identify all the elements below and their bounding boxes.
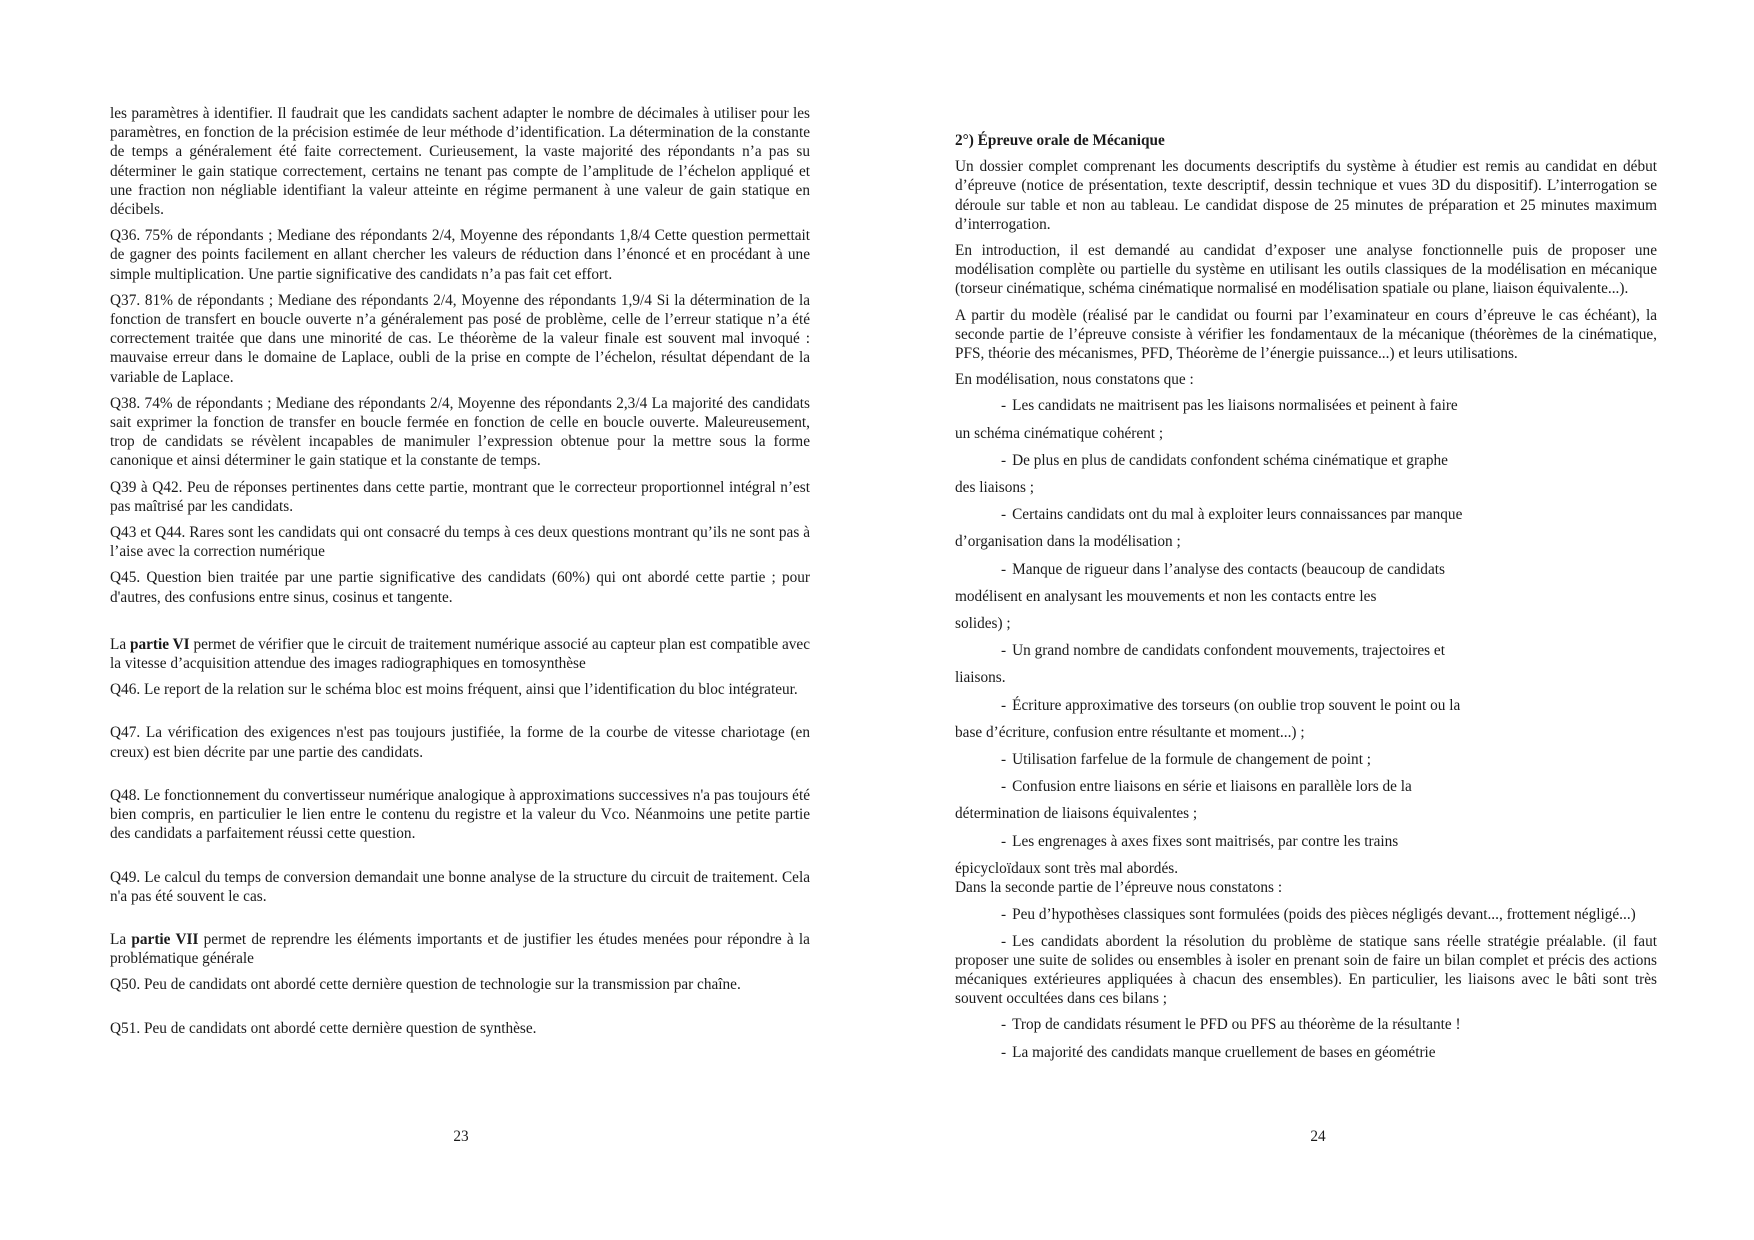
paragraph-q51: Q51. Peu de candidats ont abordé cette dernière question de synthèse. — [110, 1019, 537, 1037]
paragraph-q37: Q37. 81% de répondants ; Mediane des répondants 2/4, Moyenne des répondants 1,9/4 Si la détermination de la fonction de transfert en boucle ouverte n’a généralement pas posé de problème, celle de l’erreur statique n’a été correctement traitée que dans une minorité de cas. Le théorème de la valeur finale est souvent mal invoqué : mauvaise erreur dans le domaine de Laplace, oubli de la prise en compte de l’échelon, résultat dépendant de la variable de Laplace. — [110, 291, 810, 386]
paragraph-q39-q42: Q39 à Q42. Peu de réponses pertinentes dans cette partie, montrant que le correcteur proportionnel intégral n’est pas maîtrisé par les candidats. — [110, 478, 810, 515]
paragraph-q38: Q38. 74% de répondants ; Mediane des répondants 2/4, Moyenne des répondants 2,3/4 La majorité des candidats sait exprimer la fonction de transfer en boucle fermée en fonction de celle en boucle ouverte. Maleureusement, trop de candidats se révèlent incapables de manimuler l’expression obtenue pour la mettre sous la forme canonique et ainsi déterminer le gain statique et la constante de temps. — [110, 394, 810, 470]
right-page — [877, 0, 1754, 1240]
paragraph-q49: Q49. Le calcul du temps de conversion demandait une bonne analyse de la structure du circuit de traitement. Cela n'a pas été souvent le cas. — [110, 868, 810, 905]
bullet-item: - Utilisation farfelue de la formule de changement de point ; — [1001, 751, 1372, 769]
modelisation-intro: En modélisation, nous constatons que : — [955, 371, 1194, 389]
bullet-item: - Confusion entre liaisons en série et liaisons en parallèle lors de la — [1001, 778, 1412, 796]
bullet-item: - Les candidats ne maitrisent pas les liaisons normalisées et peinent à faire — [1001, 397, 1458, 415]
partie-vi-text: permet de vérifier que le circuit de traitement numérique associé au capteur plan est compatible avec la vitesse d’acquisition attendue des images radiographiques en tomosynthèse — [110, 635, 810, 673]
bullet-continuation: des liaisons ; — [955, 479, 1035, 497]
bullet-continuation: modélisent en analysant les mouvements et non les contacts entre les — [955, 587, 1377, 605]
bullet-item: - Certains candidats ont du mal à exploiter leurs connaissances par manque — [1001, 506, 1463, 524]
paragraph-partie-vi — [110, 635, 810, 673]
paragraph-q47: Q47. La vérification des exigences n'est pas toujours justifiée, la forme de la courbe de vitesse chariotage (en creux) est bien décrite par une partie des candidats. — [110, 724, 810, 761]
bullet-item: - Manque de rigueur dans l’analyse des contacts (beaucoup de candidats — [1001, 560, 1445, 578]
bullet-item: - De plus en plus de candidats confondent schéma cinématique et graphe — [1001, 451, 1448, 469]
section-heading: 2°) Épreuve orale de Mécanique — [955, 132, 1165, 149]
bullet-item-justified: - Les candidats abordent la résolution du problème de statique sans réelle stratégie préalable. (il faut proposer une suite de solides ou ensembles à isoler en prenant soin de faire un bilan complet et précis des actions mécaniques extérieures appliquées à chacun des ensembles). En particulier, les liaisons avec le bâti sont très souvent occultées dans ces bilans ; — [955, 932, 1657, 1008]
paragraph-q45: Q45. Question bien traitée par une partie significative des candidats (60%) qui ont abordé cette partie ; pour d'autres, des confusions entre sinus, cosinus et tangente. — [110, 569, 810, 606]
partie-vii-prefix: La — [110, 930, 132, 948]
paragraph-intro-1: Un dossier complet comprenant les documents descriptifs du système à étudier est remis au candidat en début d’épreuve (notice de présentation, texte descriptif, dessin technique et vues 3D du dispositif). L’interrogation se déroule sur table et non au tableau. Le candidat dispose de 25 minutes de préparation et 25 minutes maximum d’interrogation. — [955, 158, 1657, 233]
paragraph-q50: Q50. Peu de candidats ont abordé cette dernière question de technologie sur la transmission par chaîne. — [110, 976, 741, 994]
page-number-right: 24 — [1310, 1128, 1326, 1145]
bullet-item: - Les engrenages à axes fixes sont maitrisés, par contre les trains — [1001, 832, 1399, 850]
bullet-continuation: base d’écriture, confusion entre résultante et moment...) ; — [955, 723, 1305, 741]
bullet-continuation: un schéma cinématique cohérent ; — [955, 424, 1164, 442]
paragraph-q46: Q46. Le report de la relation sur le schéma bloc est moins fréquent, ainsi que l’identification du bloc intégrateur. — [110, 681, 798, 699]
bullet-continuation: d’organisation dans la modélisation ; — [955, 533, 1181, 551]
paragraph-q36: Q36. 75% de répondants ; Mediane des répondants 2/4, Moyenne des répondants 1,8/4 Cette question permettait de gagner des points facilement en allant chercher les valeurs de réduction dans l’énoncé et en procédant à une simple multiplication. Une partie significative des candidats n’a pas fait cet effort. — [110, 227, 810, 283]
bullet-item: - La majorité des candidats manque cruellement de bases en géométrie — [1001, 1043, 1436, 1061]
partie-vi-prefix: La — [110, 635, 130, 653]
partie-vii-text: permet de reprendre les éléments importants et de justifier les études menées pour répondre à la problématique générale — [110, 930, 810, 968]
right-page-content — [955, 131, 1657, 1070]
bullet-item: - Trop de candidats résument le PFD ou PFS au théorème de la résultante ! — [1001, 1016, 1461, 1034]
left-page-content — [110, 104, 810, 1045]
bullet-continuation: solides) ; — [955, 615, 1011, 633]
paragraph-q43-q44: Q43 et Q44. Rares sont les candidats qui ont consacré du temps à ces deux questions montrant qu’ils ne sont pas à l’aise avec la correction numérique — [110, 524, 810, 561]
paragraph-intro-2: En introduction, il est demandé au candidat d’exposer une analyse fonctionnelle puis de proposer une modélisation complète ou partielle du système en utilisant les outils classiques de la modélisation en mécanique (torseur cinématique, schéma cinématique normalisé en modélisation spatiale ou plane, liaison équivalente...). — [955, 242, 1657, 298]
bullet-continuation: épicycloïdaux sont très mal abordés. — [955, 859, 1179, 877]
bullet-continuation: détermination de liaisons équivalentes ; — [955, 805, 1198, 823]
paragraph-intro-3: A partir du modèle (réalisé par le candidat ou fourni par l’examinateur en cours d’épreuve le cas échéant), la seconde partie de l’épreuve consiste à vérifier les fondamentaux de la mécanique (théorèmes de la cinématique, PFS, théorie des mécanismes, PFD, Théorème de l’énergie puissance...) et leurs utilisations. — [955, 306, 1657, 363]
bullet-item: - Un grand nombre de candidats confondent mouvements, trajectoires et — [1001, 642, 1445, 660]
seconde-partie-intro: Dans la seconde partie de l’épreuve nous constatons : — [955, 879, 1283, 897]
page-number-left: 23 — [453, 1128, 469, 1145]
partie-vi-label: partie VI — [129, 635, 190, 653]
bullet-continuation: liaisons. — [955, 669, 1006, 687]
paragraph-intro: les paramètres à identifier. Il faudrait que les candidats sachent adapter le nombre de décimales à utiliser pour les paramètres, en fonction de la précision estimée de leur méthode d’identification. La détermination de la constante de temps a généralement été faite correctement. Curieusement, la vaste majorité des répondants n’a pas su déterminer le gain statique correctement, certains ne tenant pas compte de l’amplitude de l’échelon appliqué et une fraction non négliable identifiant la valeur atteinte en régime permanent à une valeur de gain statique en décibels. — [110, 105, 810, 219]
bullet-item-justified: - Peu d’hypothèses classiques sont formulées (poids des pièces négligés devant..., frottement négligé...) — [1001, 906, 1636, 924]
partie-vii-label: partie VII — [131, 930, 199, 948]
paragraph-partie-vii — [110, 930, 810, 968]
paragraph-q48: Q48. Le fonctionnement du convertisseur numérique analogique à approximations successives n'a pas toujours été bien compris, en particulier le lien entre le contenu du registre et la valeur du Vco. Néanmoins une petite partie des candidats a parfaitement réussi cette question. — [110, 786, 810, 843]
bullet-item: - Écriture approximative des torseurs (on oublie trop souvent le point ou la — [1001, 696, 1461, 714]
